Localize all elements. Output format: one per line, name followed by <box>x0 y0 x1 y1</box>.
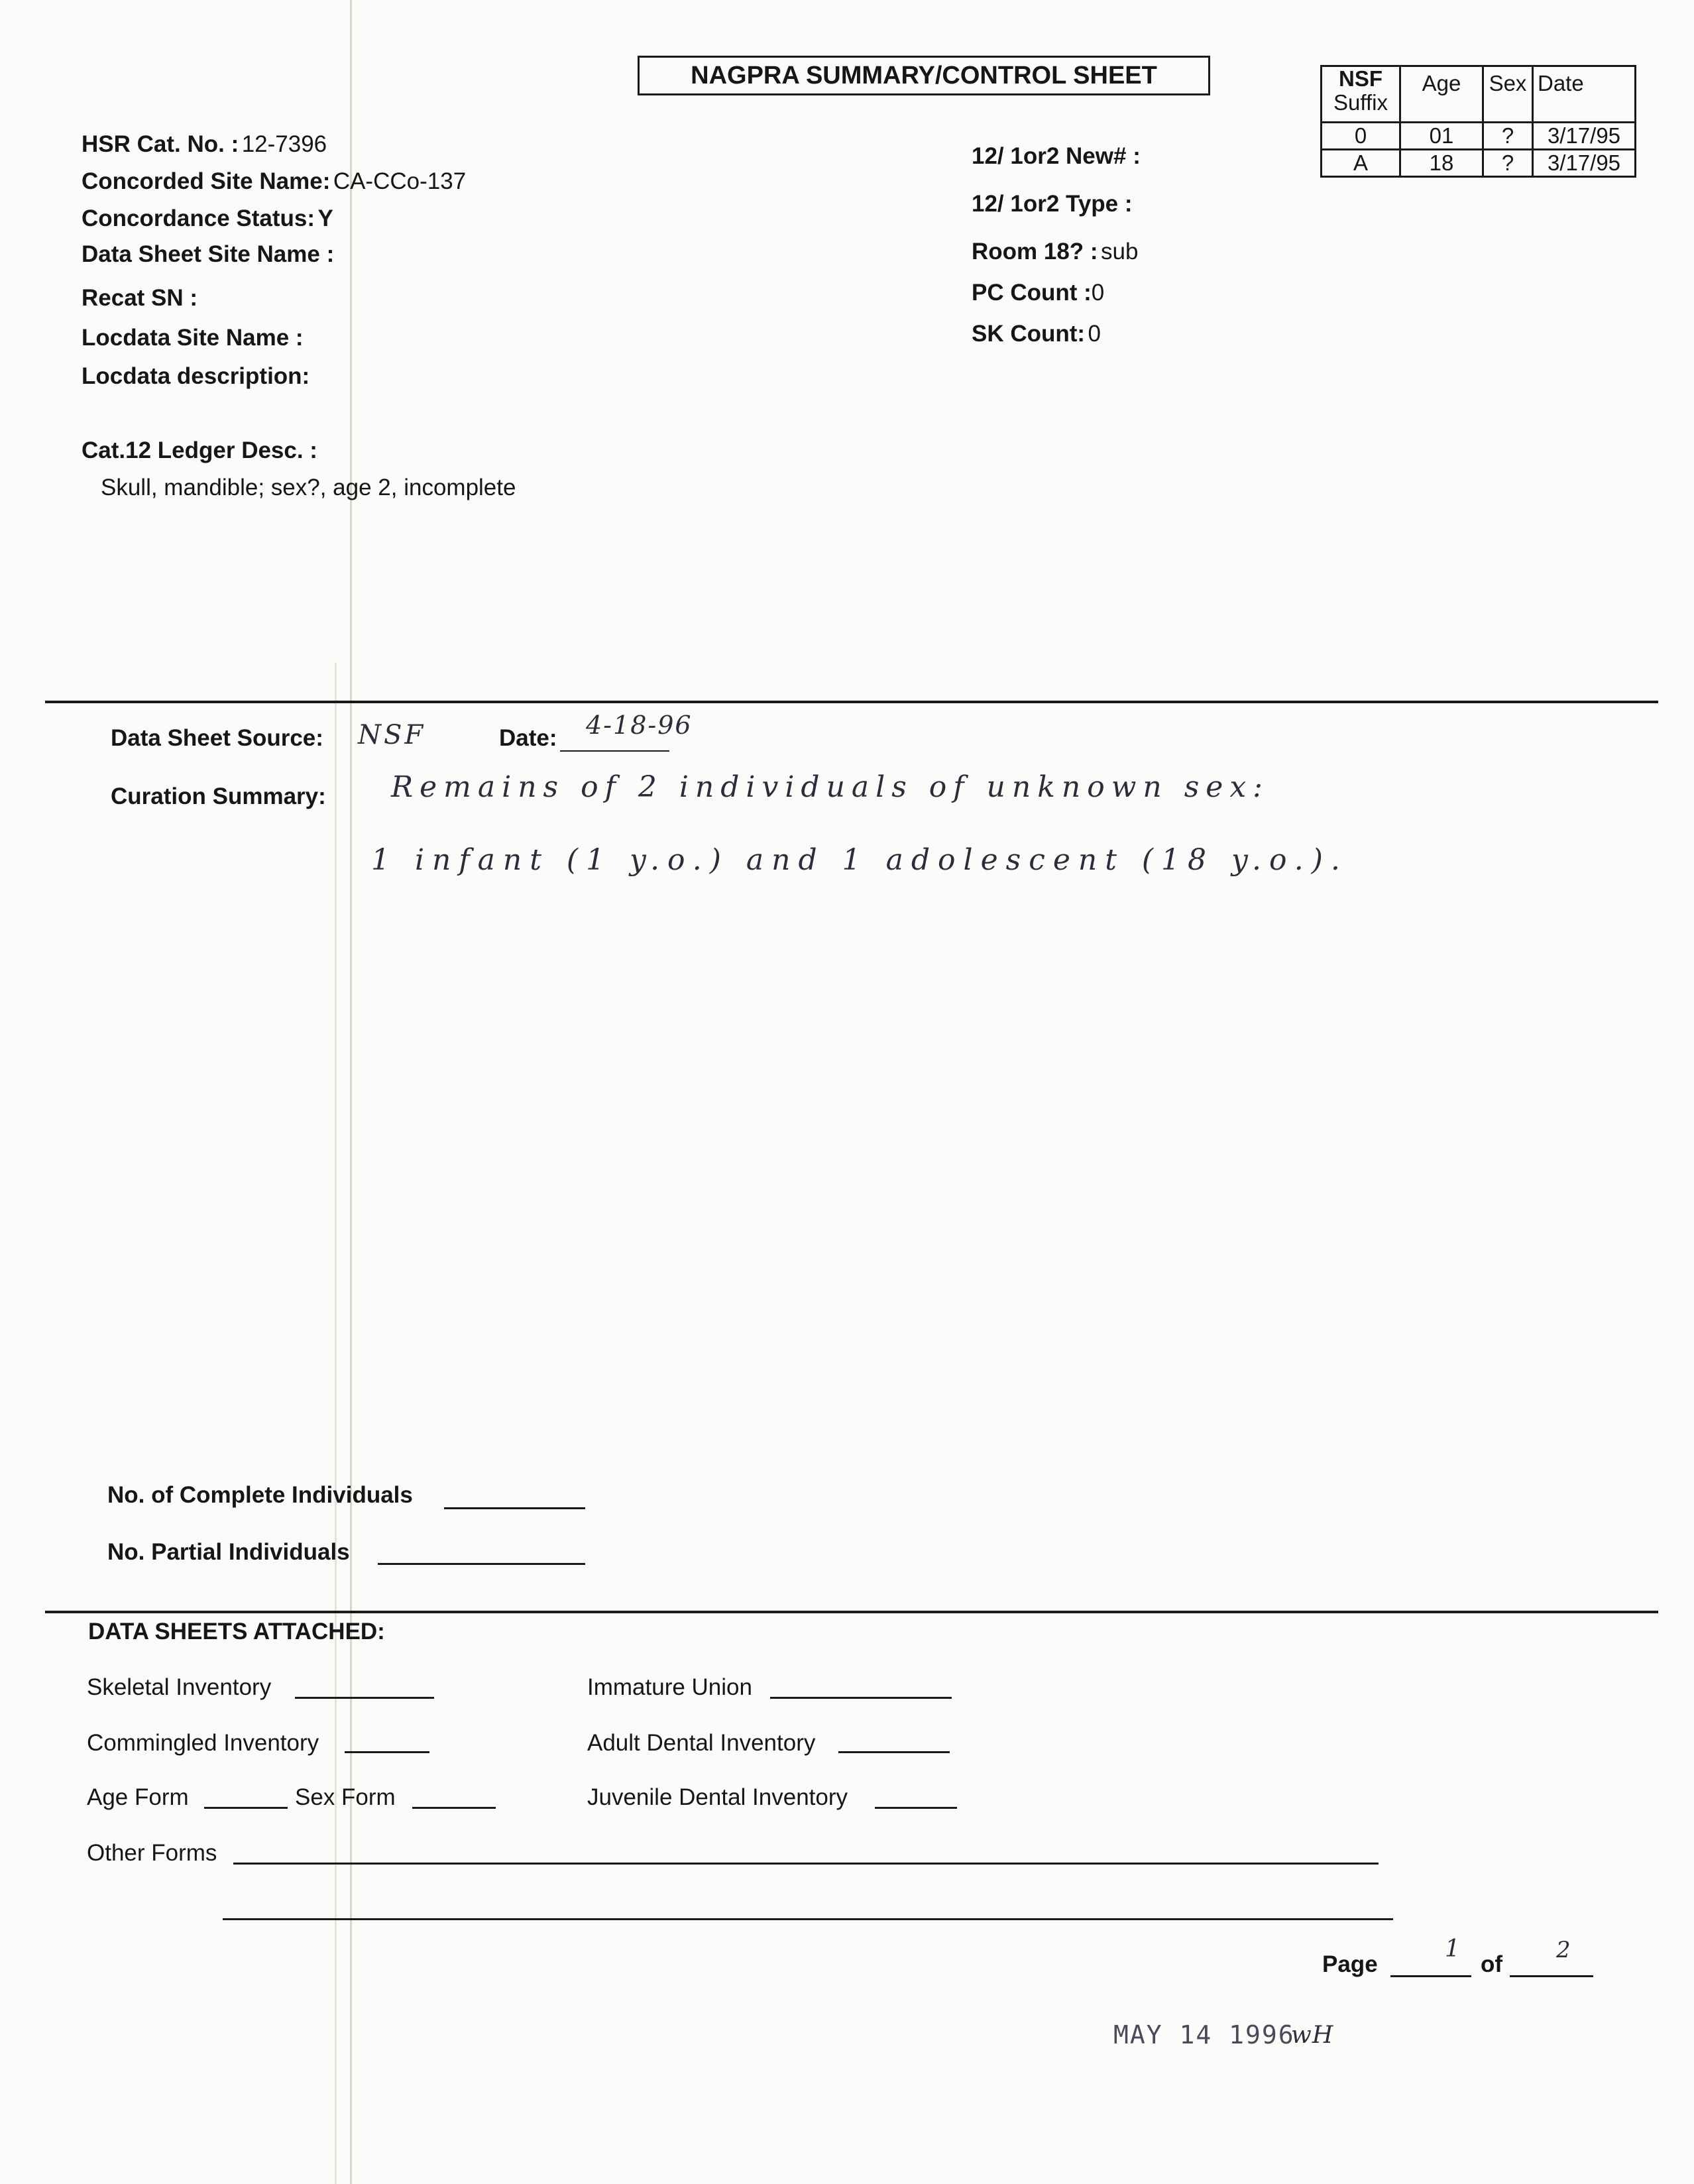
sk-count-value: 0 <box>1088 321 1101 347</box>
page-number-field <box>1390 1975 1471 1977</box>
sex-form-label: Sex Form <box>295 1784 396 1810</box>
date-underline <box>560 750 669 752</box>
pc-count-label: PC Count : <box>972 280 1092 306</box>
adult-dental-label: Adult Dental Inventory <box>587 1730 816 1756</box>
ledger-label: Cat.12 Ledger Desc. : <box>82 437 317 463</box>
age-form-label: Age Form <box>87 1784 189 1810</box>
sk-count-label: SK Count: <box>972 321 1086 347</box>
stamp-initials: wH <box>1291 2022 1334 2049</box>
hsr-cat-row <box>82 131 327 158</box>
source-value: NSF <box>358 720 426 750</box>
sex-header: Sex <box>1483 66 1533 123</box>
other-forms-label: Other Forms <box>87 1840 217 1866</box>
summary-line-2: 1 infant (1 y.o.) and 1 adolescent (18 y.o.). <box>371 843 1348 877</box>
of-label: of <box>1481 1951 1503 1977</box>
page-total: 2 <box>1556 1937 1573 1963</box>
room-row <box>972 239 1138 265</box>
form-title: NAGPRA SUMMARY/CONTROL SHEET <box>638 56 1210 95</box>
date-label: Date: <box>499 725 557 751</box>
sk-count-row <box>972 321 1101 347</box>
recat-label: Recat SN : <box>82 285 198 311</box>
nsf-table <box>1320 65 1636 178</box>
nsf-suffix-header <box>1322 66 1400 123</box>
table-row <box>1322 150 1636 177</box>
locdata-desc-label: Locdata description: <box>82 363 310 389</box>
table-row <box>1322 123 1636 150</box>
date-value: 4-18-96 <box>586 711 693 740</box>
ledger-value: Skull, mandible; sex?, age 2, incomplete <box>101 475 516 500</box>
room-value: sub <box>1101 239 1139 264</box>
skeletal-inventory-label: Skeletal Inventory <box>87 1674 272 1700</box>
concordance-row <box>82 205 333 232</box>
commingled-inventory-field[interactable] <box>345 1751 429 1753</box>
sex-cell: ? <box>1483 123 1533 150</box>
age-cell: 18 <box>1400 150 1483 177</box>
age-form-field[interactable] <box>204 1807 288 1809</box>
page-label: Page <box>1322 1951 1378 1977</box>
juvenile-dental-field[interactable] <box>875 1807 957 1809</box>
suffix-cell: A <box>1322 150 1400 177</box>
received-date-stamp: MAY 14 1996 <box>1113 2020 1295 2049</box>
suffix-cell: 0 <box>1322 123 1400 150</box>
fold-line <box>335 663 337 2184</box>
section-divider <box>45 1611 1658 1613</box>
data-sheet-site-label: Data Sheet Site Name : <box>82 241 335 267</box>
date-header: Date <box>1533 66 1636 123</box>
page-number: 1 <box>1445 1935 1463 1963</box>
complete-individuals-label: No. of Complete Individuals <box>107 1482 413 1508</box>
locdata-site-label: Locdata Site Name : <box>82 325 304 351</box>
date-cell: 3/17/95 <box>1533 150 1636 177</box>
fold-line <box>350 0 352 2184</box>
immature-union-label: Immature Union <box>587 1674 752 1700</box>
page-total-field <box>1510 1975 1593 1977</box>
other-forms-field-2[interactable] <box>223 1918 1393 1920</box>
adult-dental-field[interactable] <box>838 1751 950 1753</box>
concorded-site-value: CA-CCo-137 <box>333 168 467 194</box>
sex-form-field[interactable] <box>412 1807 496 1809</box>
age-header: Age <box>1400 66 1483 123</box>
pc-count-row <box>972 280 1104 306</box>
skeletal-inventory-field[interactable] <box>295 1697 434 1699</box>
sex-cell: ? <box>1483 150 1533 177</box>
partial-individuals-label: No. Partial Individuals <box>107 1539 350 1565</box>
concordance-value: Y <box>317 205 333 231</box>
juvenile-dental-label: Juvenile Dental Inventory <box>587 1784 848 1810</box>
immature-union-field[interactable] <box>770 1697 952 1699</box>
other-forms-field[interactable] <box>233 1863 1379 1865</box>
date-cell: 3/17/95 <box>1533 123 1636 150</box>
summary-line-1: Remains of 2 individuals of unknown sex: <box>391 770 1269 804</box>
pc-count-value: 0 <box>1091 280 1105 306</box>
summary-label: Curation Summary: <box>111 783 326 809</box>
hsr-cat-label: HSR Cat. No. : <box>82 131 239 157</box>
suffix-header: Suffix <box>1333 90 1388 115</box>
room-label: Room 18? : <box>972 239 1098 264</box>
attached-heading: DATA SHEETS ATTACHED: <box>88 1619 385 1644</box>
concorded-site-row <box>82 168 466 195</box>
type-label: 12/ 1or2 Type : <box>972 191 1133 217</box>
concordance-label: Concordance Status: <box>82 205 315 231</box>
nsf-header: NSF <box>1339 66 1383 91</box>
hsr-cat-value: 12-7396 <box>241 131 327 157</box>
new-num-label: 12/ 1or2 New# : <box>972 143 1141 169</box>
section-divider <box>45 701 1658 703</box>
partial-individuals-field[interactable] <box>378 1563 585 1565</box>
commingled-inventory-label: Commingled Inventory <box>87 1730 319 1756</box>
concorded-site-label: Concorded Site Name: <box>82 168 331 194</box>
age-cell: 01 <box>1400 123 1483 150</box>
complete-individuals-field[interactable] <box>444 1507 585 1509</box>
source-label: Data Sheet Source: <box>111 725 323 751</box>
